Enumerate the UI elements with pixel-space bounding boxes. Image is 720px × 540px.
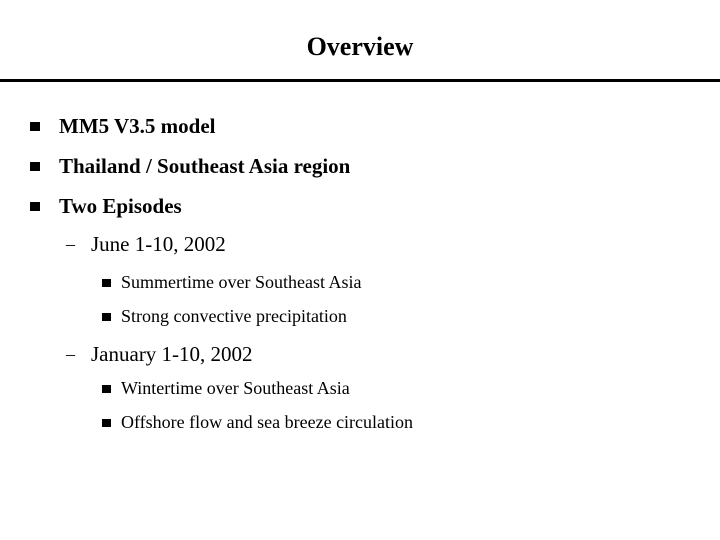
- episode-item-june: [0, 231, 720, 257]
- episode-detail-item: [0, 305, 720, 327]
- bullet-item-region: [0, 153, 720, 179]
- episode-detail-text: Offshore flow and sea breeze circulation: [121, 412, 414, 432]
- episode-detail-item: [0, 271, 720, 293]
- bullet-text: Thailand / Southeast Asia region: [59, 154, 351, 178]
- episode-detail-text: Wintertime over Southeast Asia: [121, 378, 350, 398]
- square-bullet-icon: [102, 279, 111, 287]
- square-bullet-icon: [30, 122, 40, 131]
- square-bullet-icon: [102, 385, 111, 393]
- bullet-text: MM5 V3.5 model: [59, 114, 216, 138]
- episode-detail-item: [0, 377, 720, 399]
- square-bullet-icon: [30, 162, 40, 171]
- episode-item-january: [0, 341, 720, 367]
- bullet-text: Two Episodes: [59, 194, 182, 218]
- episode-label: January 1-10, 2002: [91, 342, 253, 366]
- episode-label: June 1-10, 2002: [91, 232, 226, 256]
- episode-detail-text: Strong convective precipitation: [121, 306, 347, 326]
- title-divider: [0, 79, 720, 82]
- episode-detail-item: [0, 411, 720, 433]
- bullet-item-episodes: [0, 193, 720, 219]
- bullet-item-model: [0, 113, 720, 139]
- square-bullet-icon: [30, 202, 40, 211]
- square-bullet-icon: [102, 313, 111, 321]
- dash-bullet-icon: –: [66, 344, 75, 364]
- dash-bullet-icon: –: [66, 234, 75, 254]
- square-bullet-icon: [102, 419, 111, 427]
- episode-detail-text: Summertime over Southeast Asia: [121, 272, 362, 292]
- slide-title: Overview: [306, 32, 414, 61]
